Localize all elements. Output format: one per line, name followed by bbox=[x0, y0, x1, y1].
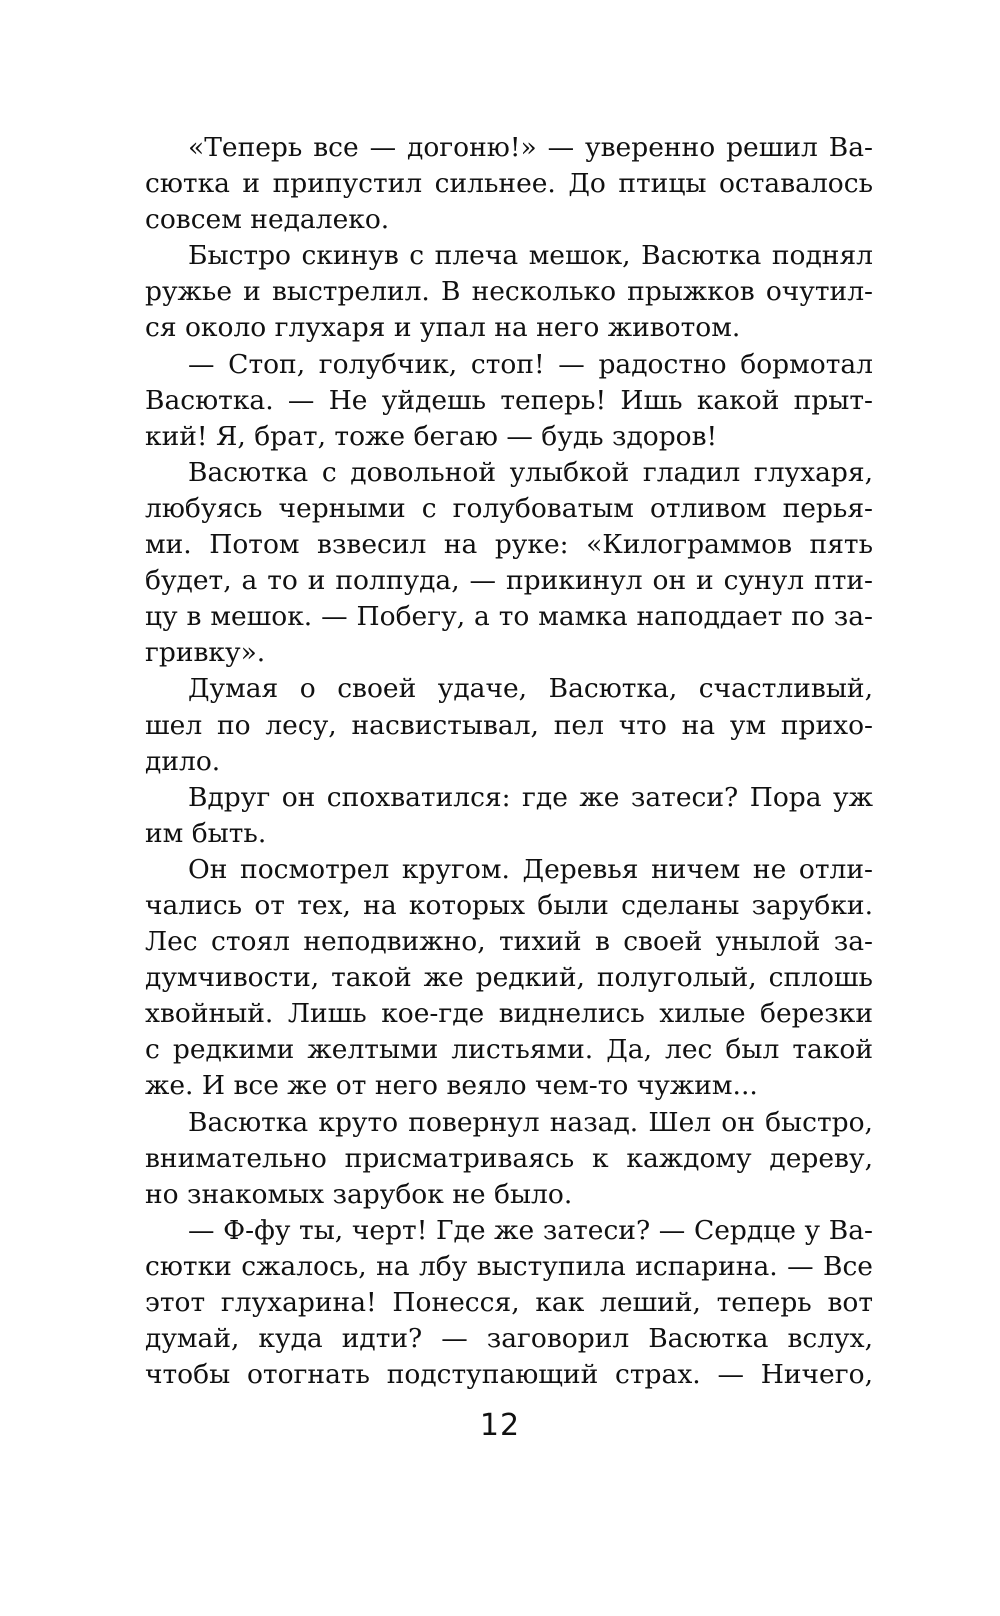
text-line: думай, куда идти? — заговорил Васютка вслух, bbox=[145, 1323, 873, 1355]
text-line: Думая о своей удаче, Васютка, счастливый, bbox=[188, 673, 873, 705]
text-line: шел по лесу, насвистывал, пел что на ум прихо- bbox=[145, 709, 873, 741]
text-line: Он посмотрел кругом. Деревья ничем не отли- bbox=[188, 853, 873, 885]
text-line: — Ф-фу ты, черт! Где же затеси? — Сердце у Ва- bbox=[188, 1214, 873, 1246]
text-line: Вдруг он спохватился: где же затеси? Пора уж bbox=[188, 781, 873, 813]
text-line: кий! Я, брат, тоже бегаю — будь здоров! bbox=[145, 420, 718, 452]
text-line: гривку». bbox=[145, 637, 266, 669]
text-line: с редкими желтыми листьями. Да, лес был такой bbox=[145, 1034, 873, 1066]
text-line: им быть. bbox=[145, 817, 267, 849]
text-line: любуясь черными с голубоватым отливом перья- bbox=[145, 492, 873, 524]
text-line: внимательно присматриваясь к каждому дереву, bbox=[145, 1142, 873, 1174]
text-line: — Стоп, голубчик, стоп! — радостно бормотал bbox=[188, 348, 873, 380]
text-line: но знакомых зарубок не было. bbox=[145, 1178, 573, 1210]
text-line: «Теперь все — догоню!» — уверенно решил Ва- bbox=[188, 132, 873, 163]
text-line: Васютка с довольной улыбкой гладил глухаря, bbox=[188, 456, 873, 488]
text-line: ми. Потом взвесил на руке: «Килограммов пять bbox=[145, 529, 873, 561]
text-line: дило. bbox=[145, 745, 221, 777]
text-line: Васютка круто повернул назад. Шел он быстро, bbox=[188, 1106, 873, 1138]
text-line: чались от тех, на которых были сделаны зарубки. bbox=[145, 889, 873, 921]
text-line: сютки сжалось, на лбу выступила испарина. — Все bbox=[145, 1250, 873, 1282]
text-line: сютка и припустил сильнее. До птицы оставалось bbox=[145, 168, 873, 200]
text-line: совсем недалеко. bbox=[145, 204, 390, 236]
text-line: чтобы отогнать подступающий страх. — Ничего, bbox=[145, 1359, 873, 1391]
text-line: этот глухарина! Понесся, как леший, теперь вот bbox=[145, 1287, 873, 1318]
text-line: Васютка. — Не уйдешь теперь! Ишь какой прыт- bbox=[145, 384, 873, 416]
text-line: Лес стоял неподвижно, тихий в своей унылой за- bbox=[145, 926, 873, 958]
text-line: ся около глухаря и упал на него животом. bbox=[145, 312, 741, 344]
text-line: Быстро скинув с плеча мешок, Васютка поднял bbox=[188, 240, 873, 272]
text-line: думчивости, такой же редкий, полуголый, сплошь bbox=[145, 962, 873, 994]
text-line: цу в мешок. — Побегу, а то мамка наподдает по за- bbox=[145, 601, 873, 633]
body-text bbox=[145, 130, 873, 1393]
text-line: будет, а то и полпуда, — прикинул он и сунул пти- bbox=[145, 565, 873, 597]
text-line: хвойный. Лишь кое-где виднелись хилые березки bbox=[145, 998, 873, 1030]
text-line: же. И все же от него веяло чем-то чужим... bbox=[145, 1070, 758, 1102]
page-number: 12 bbox=[479, 1408, 521, 1443]
text-line: ружье и выстрелил. В несколько прыжков очутил- bbox=[145, 276, 873, 308]
